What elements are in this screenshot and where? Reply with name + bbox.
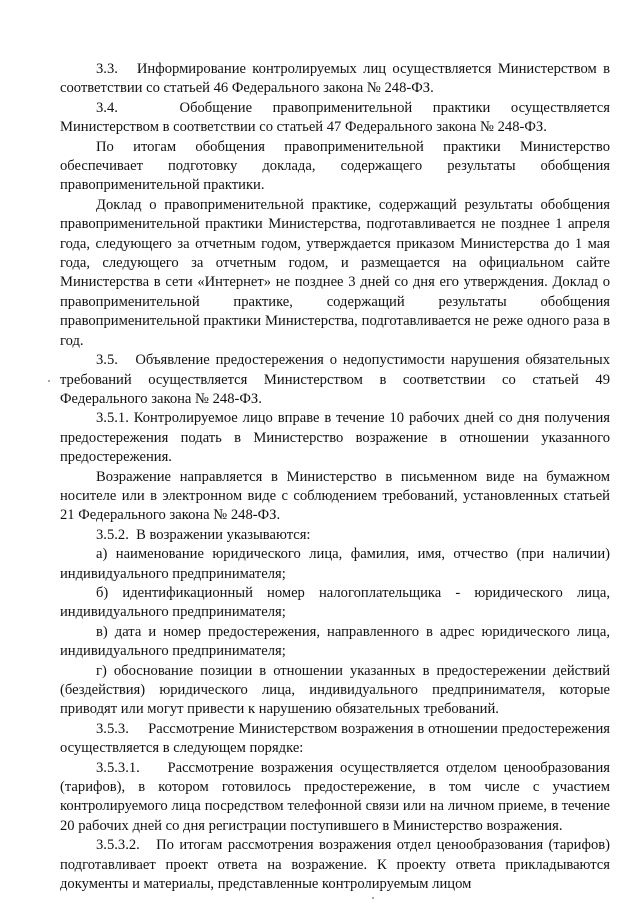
list-item-g: г) обоснование позиции в отношении указанных в предостережении действий (бездействия) юридического лица, индивидуального предпринимателя, которые приводят или могут привести к нарушению обязательных требований. xyxy=(60,662,610,718)
list-item-a: а) наименование юридического лица, фамилия, имя, отчество (при наличии) индивидуального предпринимателя; xyxy=(60,546,610,582)
paragraph-3-5-3-1: 3.5.3.1. Рассмотрение возражения осуществляется отделом ценообразования (тарифов), в котором готовилось предостережение, в том числе с участием контролируемого лица посредством телефонной связи или на личном приеме, в течение 20 рабочих дней со дня регистрации поступившего в Министерство возражения. xyxy=(60,759,610,834)
paragraph-3-5-2: 3.5.2. В возражении указываются: xyxy=(96,526,311,543)
paragraph-3-5: 3.5. Объявление предостережения о недопустимости нарушения обязательных требований осуществляется Министерством в соответствии со статьей 49 Федерального закона № 248-ФЗ. xyxy=(60,352,610,407)
paragraph-3-3: 3.3. Информирование контролируемых лиц осуществляется Министерством в соответствии со статьей 46 Федерального закона № 248-ФЗ. xyxy=(60,61,610,97)
paragraph-3-5-3: 3.5.3. Рассмотрение Министерством возражения в отношении предостережения осуществляется в следующем порядке: xyxy=(60,720,610,757)
paragraph-report-terms: Доклад о правоприменительной практике, содержащий результаты обобщения правоприменительной практики Министерства, подготавливается не позднее 1 апреля года, следующего за отчетным годом, утверждается приказом Министерства до 1 мая года, следующего за отчетным годом, и размещается на официальном сайте Министерства в сети «Интернет» не позднее 3 дней со дня его утверждения. Доклад о правоприменительной практике, содержащий результаты обобщения правоприменительной практики Министерства, подготавливается не реже одного раза в год. xyxy=(60,196,610,349)
paragraph-objection-form: Возражение направляется в Министерство в письменном виде на бумажном носителе или в электронном виде с соблюдением требований, установленных статьей 21 Федерального закона № 248-ФЗ. xyxy=(60,468,610,524)
paragraph-3-5-3-2: 3.5.3.2. По итогам рассмотрения возражения отдел ценообразования (тарифов) подготавливает проект ответа на возражение. К проекту ответа прикладываются документы и материалы, представленные контролируемым лицом xyxy=(60,837,610,893)
paragraph-3-4: 3.4. Обобщение правоприменительной практики осуществляется Министерством в соответствии со статьей 47 Федерального закона № 248-ФЗ. xyxy=(60,99,610,136)
paragraph-report-preparation: По итогам обобщения правоприменительной практики Министерство обеспечивает подготовку доклада, содержащего результаты обобщения правоприменительной практики. xyxy=(60,138,610,194)
scan-speck xyxy=(48,380,50,382)
list-item-v: в) дата и номер предостережения, направленного в адрес юридического лица, индивидуального предпринимателя; xyxy=(60,623,610,660)
paragraph-3-5-1: 3.5.1. Контролируемое лицо вправе в течение 10 рабочих дней со дня получения предостережения подать в Министерство возражение в отношении указанного предостережения. xyxy=(60,410,610,466)
document-body xyxy=(60,60,610,894)
list-item-b: б) идентификационный номер налогоплательщика - юридического лица, индивидуального предпринимателя; xyxy=(60,584,610,621)
scan-speck xyxy=(372,897,374,899)
